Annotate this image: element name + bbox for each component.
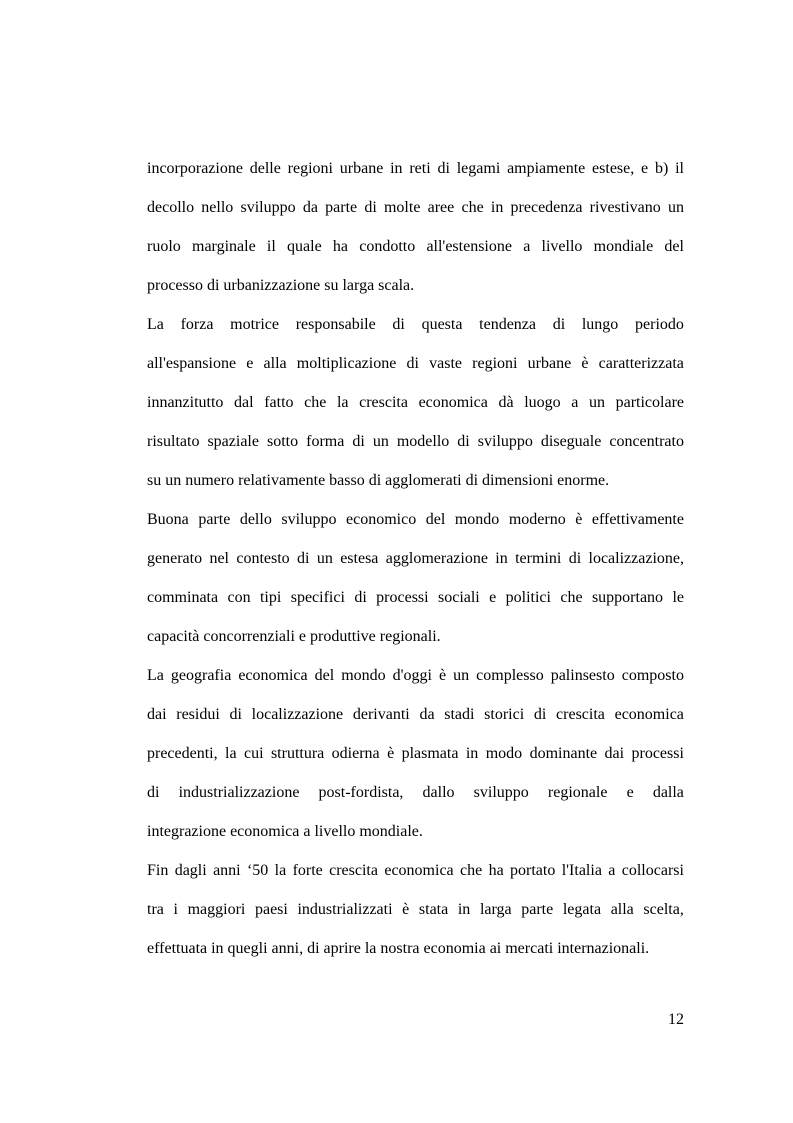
paragraph-1 [147, 149, 684, 305]
word: sotto [267, 433, 299, 450]
word: da [419, 706, 435, 723]
word: economico [346, 511, 417, 528]
word: incorporazione [147, 160, 243, 177]
word: la [225, 745, 237, 762]
word: l'Italia [561, 862, 602, 879]
text-line [147, 344, 684, 383]
word: scelta, [643, 901, 684, 918]
word: sviluppo [281, 511, 337, 528]
word: all'estensione [426, 238, 512, 255]
word: del [664, 238, 684, 255]
word: vaste [429, 355, 462, 372]
word: economica [238, 667, 308, 684]
word: crescita [359, 394, 408, 411]
text-line [147, 305, 684, 344]
word: effettivamente [591, 511, 684, 528]
word: in [390, 160, 403, 177]
word: regioni [472, 355, 518, 372]
word: industrializzati [297, 901, 393, 918]
word: ampiamente [507, 160, 586, 177]
word: quale [287, 238, 322, 255]
word: a [523, 238, 531, 255]
text-line [147, 149, 684, 188]
word: molte [383, 199, 421, 216]
text-line [147, 227, 684, 266]
word: d'oggi [392, 667, 432, 684]
word: sviluppo [473, 784, 529, 801]
word: un [588, 394, 605, 411]
word: parte [198, 511, 231, 528]
word: è [439, 667, 447, 684]
word: termini [515, 550, 562, 567]
word: plasmata [401, 745, 459, 762]
word: di [457, 433, 470, 450]
word: sociali [437, 589, 480, 606]
word: industrializzazione [178, 784, 300, 801]
word: di [392, 316, 405, 333]
word: di [352, 433, 365, 450]
word: parte [521, 901, 554, 918]
word: alla [610, 901, 634, 918]
word: del [314, 667, 335, 684]
text-line [147, 422, 684, 461]
word: dello [239, 511, 272, 528]
word: specifici [290, 589, 345, 606]
word: periodo [635, 316, 684, 333]
word: dai [604, 745, 625, 762]
word: marginale [192, 238, 256, 255]
word: localizzazione, [588, 550, 684, 567]
word: dallo [422, 784, 455, 801]
word: Buona [147, 511, 189, 528]
word: la [336, 394, 349, 411]
word: un [316, 550, 333, 567]
word: maggiori [187, 901, 246, 918]
text-line [147, 851, 684, 890]
word: supportano [591, 589, 664, 606]
word: spaziale [207, 433, 259, 450]
word: in [457, 901, 471, 918]
word: Fin [147, 862, 169, 879]
word: generato [147, 550, 203, 567]
word: del [425, 511, 446, 528]
word: ha [488, 862, 504, 879]
word: decollo [147, 199, 195, 216]
word: post-fordista, [318, 784, 404, 801]
word: di [354, 589, 367, 606]
word: composto [621, 667, 684, 684]
word: delle [249, 160, 281, 177]
word: economica [384, 862, 454, 879]
body-text [147, 149, 684, 968]
word: dagli [174, 862, 207, 879]
word: un [453, 667, 470, 684]
word: parte [325, 199, 358, 216]
word: geografia [170, 667, 232, 684]
page-number: 12 [668, 1011, 684, 1028]
word: sviluppo [240, 199, 296, 216]
word: dal [234, 394, 254, 411]
word: La [147, 667, 164, 684]
word: comminata [147, 589, 219, 606]
word: processi [376, 589, 429, 606]
text-line [147, 734, 684, 773]
word: caratterizzata [598, 355, 684, 372]
word: estesa [340, 550, 379, 567]
word: economica [614, 706, 684, 723]
word: dominante [529, 745, 598, 762]
word: ha [332, 238, 348, 255]
word: mondo [454, 511, 500, 528]
word: i [173, 901, 178, 918]
word: larga [479, 901, 512, 918]
word: paesi [254, 901, 288, 918]
word: stadi [444, 706, 475, 723]
word: di [297, 550, 310, 567]
paragraph-3 [147, 500, 684, 656]
word: collocarsi [621, 862, 684, 879]
text-line [147, 890, 684, 929]
word: questa [421, 316, 463, 333]
word: innanzitutto [147, 394, 224, 411]
word: storici [484, 706, 525, 723]
word: con [227, 589, 251, 606]
word: legami [456, 160, 501, 177]
word: modello [396, 433, 450, 450]
word: b) [654, 160, 669, 177]
word: crescita [329, 862, 378, 879]
word: modo [485, 745, 523, 762]
word: di [437, 160, 450, 177]
word: è [402, 901, 410, 918]
word: di [147, 784, 160, 801]
text-line: processo di urbanizzazione su larga scala. [147, 277, 415, 294]
word: a [608, 862, 616, 879]
text-line: effettuata in quegli anni, di aprire la nostra economia ai mercati internazionali. [147, 940, 650, 957]
word: regionale [547, 784, 608, 801]
word: che [560, 589, 583, 606]
word: di [406, 355, 419, 372]
word: il [266, 238, 276, 255]
word: complesso [476, 667, 544, 684]
word: in [495, 550, 508, 567]
word: di [552, 316, 566, 333]
word: dà [498, 394, 514, 411]
word: di [568, 550, 582, 567]
word: responsabile [295, 316, 376, 333]
word: concentrato [609, 433, 684, 450]
word: e [489, 589, 497, 606]
word: le [672, 589, 684, 606]
word: in [490, 199, 504, 216]
word: portato [510, 862, 556, 879]
word: nel [209, 550, 229, 567]
word: sviluppo [477, 433, 533, 450]
text-line [147, 188, 684, 227]
word: residui [176, 706, 220, 723]
word: particolare [615, 394, 684, 411]
word: mondiale [593, 238, 654, 255]
word: contesto [236, 550, 290, 567]
word: ‘50 [246, 862, 269, 879]
word: politici [505, 589, 551, 606]
word: da [302, 199, 318, 216]
word: agglomerazione [385, 550, 488, 567]
word: localizzazione [251, 706, 344, 723]
text-line: capacità concorrenziali e produttive regionali. [147, 628, 441, 645]
word: livello [541, 238, 583, 255]
word: condotto [359, 238, 416, 255]
word: fatto [264, 394, 294, 411]
word: moderno [508, 511, 566, 528]
word: urbane [527, 355, 572, 372]
word: forma [306, 433, 345, 450]
word: legata [562, 901, 602, 918]
word: processi [631, 745, 684, 762]
text-line: integrazione economica a livello mondiale. [147, 823, 423, 840]
word: la [274, 862, 287, 879]
word: struttura [270, 745, 325, 762]
word: stata [418, 901, 449, 918]
word: economica [418, 394, 488, 411]
word: estese, [592, 160, 635, 177]
paragraph-4 [147, 656, 684, 851]
word: che [304, 394, 327, 411]
word: un [372, 433, 389, 450]
word: forza [180, 316, 214, 333]
word: reti [409, 160, 431, 177]
word: dai [147, 706, 167, 723]
word: regioni [287, 160, 333, 177]
word: è [387, 745, 395, 762]
word: motrice [230, 316, 280, 333]
word: derivanti [352, 706, 410, 723]
word: luogo [524, 394, 561, 411]
paragraph-5 [147, 851, 684, 968]
word: lungo [581, 316, 619, 333]
word: è [581, 355, 589, 372]
text-line [147, 695, 684, 734]
word: cui [243, 745, 264, 762]
text-line [147, 773, 684, 812]
word: nello [201, 199, 234, 216]
word: un [667, 199, 684, 216]
word: di [364, 199, 377, 216]
word: il [675, 160, 684, 177]
word: tendenza [479, 316, 536, 333]
word: che [460, 862, 483, 879]
word: e [641, 160, 649, 177]
word: tra [147, 901, 164, 918]
word: e [626, 784, 634, 801]
word: e [246, 355, 254, 372]
word: rivestivano [589, 199, 661, 216]
word: ruolo [147, 238, 181, 255]
word: urbane [339, 160, 384, 177]
word: La [147, 316, 164, 333]
word: crescita [556, 706, 605, 723]
word: di [229, 706, 242, 723]
word: palinsesto [550, 667, 615, 684]
text-line [147, 383, 684, 422]
word: anni [213, 862, 241, 879]
word: aree [427, 199, 455, 216]
text-line: su un numero relativamente basso di agglomerati di dimensioni enorme. [147, 472, 610, 489]
word: è [575, 511, 583, 528]
text-line [147, 539, 684, 578]
word: dalla [652, 784, 684, 801]
word: che [461, 199, 484, 216]
word: forte [292, 862, 323, 879]
word: alla [263, 355, 287, 372]
text-line [147, 656, 684, 695]
word: mondo [341, 667, 386, 684]
word: diseguale [540, 433, 602, 450]
paragraph-2 [147, 305, 684, 500]
word: di [533, 706, 547, 723]
word: precedenza [510, 199, 583, 216]
word: a [571, 394, 579, 411]
word: moltiplicazione [296, 355, 397, 372]
word: odierna [331, 745, 380, 762]
word: tipi [259, 589, 282, 606]
word: all'espansione [147, 355, 237, 372]
word: precedenti, [147, 745, 218, 762]
text-line [147, 500, 684, 539]
text-line [147, 578, 684, 617]
word: risultato [147, 433, 200, 450]
word: in [465, 745, 479, 762]
